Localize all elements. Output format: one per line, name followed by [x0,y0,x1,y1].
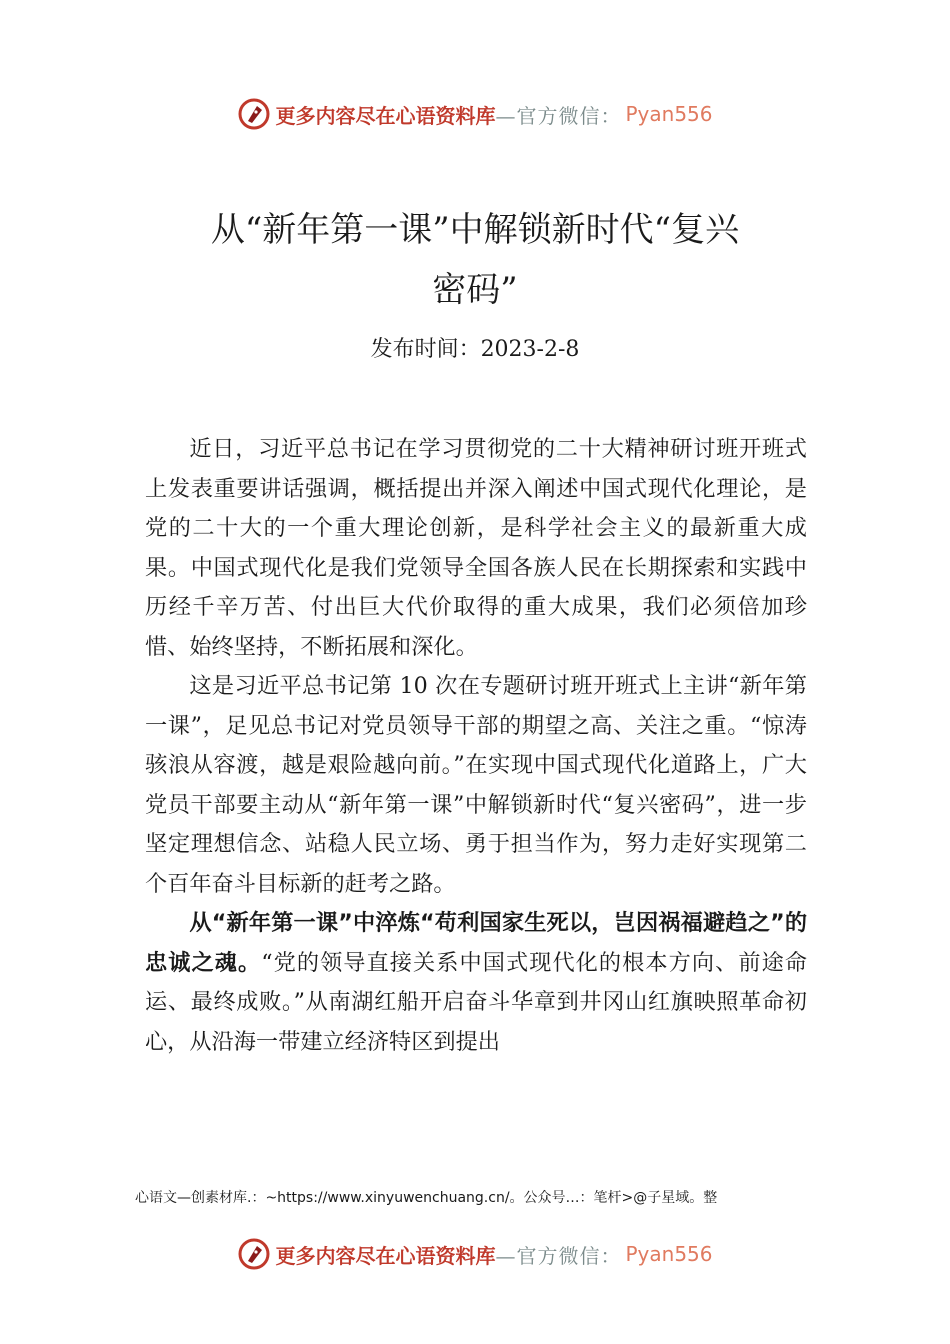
paragraph-3-lead: 从“新年第一课”中淬炼“苟利国家生死以，岂因祸福避趋之”的忠诚之魂。 [145,910,807,976]
banner-red-text: 更多内容尽在心语资料库 [275,103,496,128]
paragraph-3 [145,904,807,1062]
pen-nib-logo-icon [237,1237,271,1271]
title-line-2: 密码” [432,270,518,310]
source-footer: 心语文—创素材库.：~https://www.xinyuwenchuang.cn/。公众号…：笔杆>@子星域。整 [135,1190,718,1206]
paragraph-1: 近日，习近平总书记在学习贯彻党的二十大精神研讨班开班式上发表重要讲话强调，概括提出并深入阐述中国式现代化理论，是党的二十大的一个重大理论创新，是科学社会主义的最新重大成果。中国式现代化是我们党领导全国各族人民在长期探索和实践中历经千辛万苦、付出巨大代价取得的重大成果，我们必须倍加珍惜、始终坚持，不断拓展和深化。 [145,436,807,660]
paragraph-2: 这是习近平总书记第 10 次在专题研讨班开班式上主讲“新年第一课”，足见总书记对党员领导干部的期望之高、关注之重。“惊涛骇浪从容渡，越是艰险越向前。”在实现中国式现代化道路上，广大党员干部要主动从“新年第一课”中解锁新时代“复兴密码”，进一步坚定理想信念、站稳人民立场、勇于担当作为，努力走好实现第二个百年奋斗目标新的赶考之路。 [145,673,807,897]
banner-wechat-id: Pyan556 [625,1242,713,1266]
article-body [145,430,807,1062]
banner-red-text: 更多内容尽在心语资料库 [275,1243,496,1268]
banner-gray-text: —官方微信： [495,1243,622,1268]
title-line-1: 从“新年第一课”中解锁新时代“复兴 [210,210,740,250]
pen-nib-logo-icon [237,97,271,131]
footer-banner [0,1234,950,1274]
publish-date: 发布时间：2023-2-8 [370,337,580,362]
header-banner [0,94,950,134]
banner-gray-text: —官方微信： [495,103,622,128]
paragraph-3-text: “党的领导直接关系中国式现代化的根本方向、前途命运、最终成败。”从南湖红船开启奋斗华章到井冈山红旗映照革命初心，从沿海一带建立经济特区到提出 [145,949,808,1055]
banner-wechat-id: Pyan556 [625,102,713,126]
article-title [150,200,800,320]
